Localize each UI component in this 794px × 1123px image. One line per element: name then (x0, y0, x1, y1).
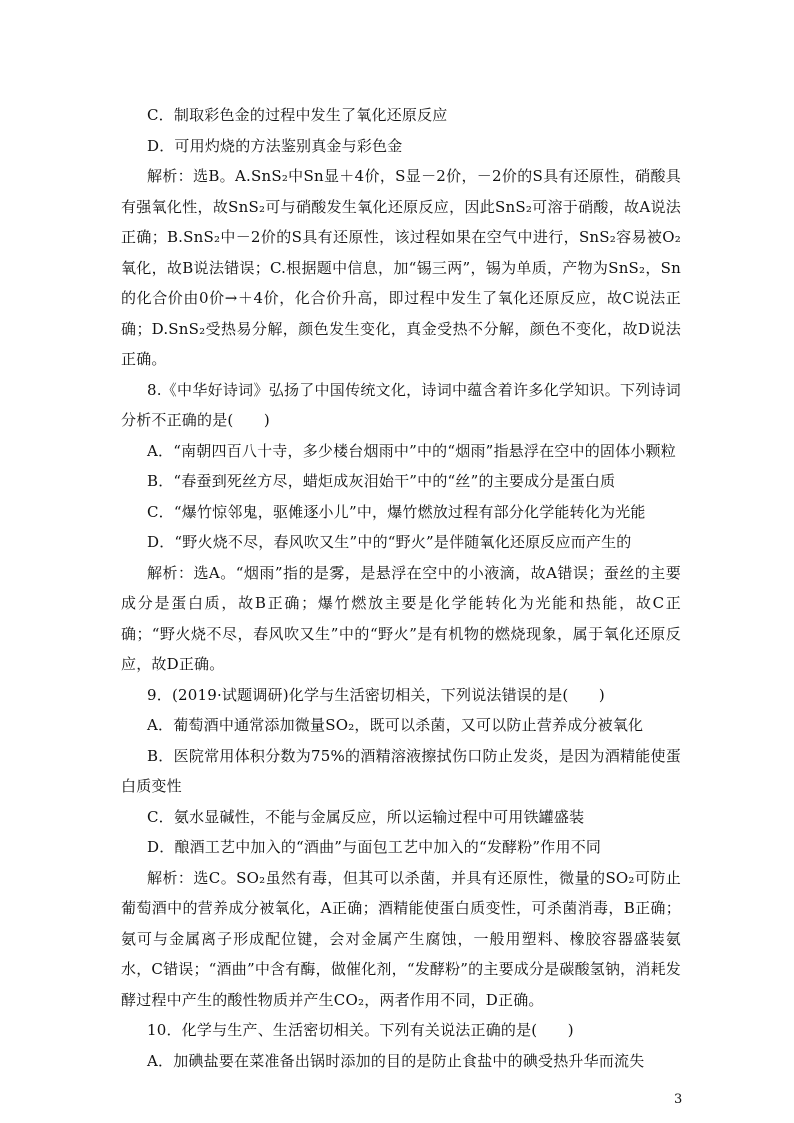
q10-stem: 10．化学与生产、生活密切相关。下列有关说法正确的是( ) (147, 1021, 574, 1039)
q8-option-d: D．“野火烧不尽，春风吹又生”中的“野火”是伴随氧化还原反应而产生的 (147, 533, 632, 551)
q8-option-a: A．“南朝四百八十寺，多少楼台烟雨中”中的“烟雨”指悬浮在空中的固体小颗粒 (147, 441, 676, 460)
page-number: 3 (674, 1092, 683, 1107)
q8-analysis: 解析：选A。“烟雨”指的是雾，是悬浮在空中的小液滴，故A错误；蚕丝的主要成分是蛋白质，故B正确；爆竹燃放主要是化学能转化为光能和热能，故C正确；“野火烧不尽，春风吹又生”中的“野火”是有机物的燃烧现象，属于氧化还原反应，故D正确。 (121, 563, 681, 673)
q9-option-a: A．葡萄酒中通常添加微量SO₂，既可以杀菌，又可以防止营养成分被氧化 (147, 716, 644, 734)
q7-option-c: C．制取彩色金的过程中发生了氧化还原反应 (147, 106, 448, 124)
q7-option-d: D．可用灼烧的方法鉴别真金与彩色金 (147, 136, 403, 155)
q8-option-c: C．“爆竹惊邻鬼，驱傩逐小儿”中，爆竹燃放过程有部分化学能转化为光能 (147, 502, 646, 521)
q8-option-b: B．“春蚕到死丝方尽，蜡炬成灰泪始干”中的“丝”的主要成分是蛋白质 (147, 472, 616, 490)
q9-option-c: C．氨水显碱性，不能与金属反应，所以运输过程中可用铁罐盛装 (147, 807, 585, 826)
q8-stem: 8.《中华好诗词》弘扬了中国传统文化，诗词中蕴含着许多化学知识。下列诗词分析不正确的是( ) (121, 380, 681, 429)
q9-stem: 9．(2019·试题调研)化学与生活密切相关，下列说法错误的是( ) (147, 685, 605, 704)
q10-option-a: A．加碘盐要在菜准备出锅时添加的目的是防止食盐中的碘受热升华而流失 (147, 1051, 645, 1070)
page-content (121, 100, 681, 1076)
q9-option-d: D．酿酒工艺中加入的“酒曲”与面包工艺中加入的“发酵粉”作用不同 (147, 838, 602, 856)
q7-analysis: 解析：选B。A.SnS₂中Sn显＋4价，S显－2价，－2价的S具有还原性，硝酸具有强氧化性，故SnS₂可与硝酸发生氧化还原反应，因此SnS₂可溶于硝酸，故A说法正确；B.SnS₂中－2价的S具有还原性，该过程如果在空气中进行，SnS₂容易被O₂氧化，故B说法错误；C.根据题中信息，加“锡三两”，锡为单质，产物为SnS₂，Sn的化合价由0价→＋4价，化合价升高，即过程中发生了氧化还原反应，故C说法正确；D.SnS₂受热易分解，颜色发生变化，真金受热不分解，颜色不变化，故D说法正确。 (121, 167, 681, 368)
q9-analysis: 解析：选C。SO₂虽然有毒，但其可以杀菌，并具有还原性，微量的SO₂可防止葡萄酒中的营养成分被氧化，A正确；酒精能使蛋白质变性，可杀菌消毒，B正确；氨可与金属离子形成配位键，会对金属产生腐蚀，一般用塑料、橡胶容器盛装氨水，C错误；“酒曲”中含有酶，做催化剂，“发酵粉”的主要成分是碳酸氢钠，消耗发酵过程中产生的酸性物质并产生CO₂，两者作用不同，D正确。 (121, 868, 681, 1009)
q9-option-b: B．医院常用体积分数为75%的酒精溶液擦拭伤口防止发炎，是因为酒精能使蛋白质变性 (121, 746, 681, 795)
